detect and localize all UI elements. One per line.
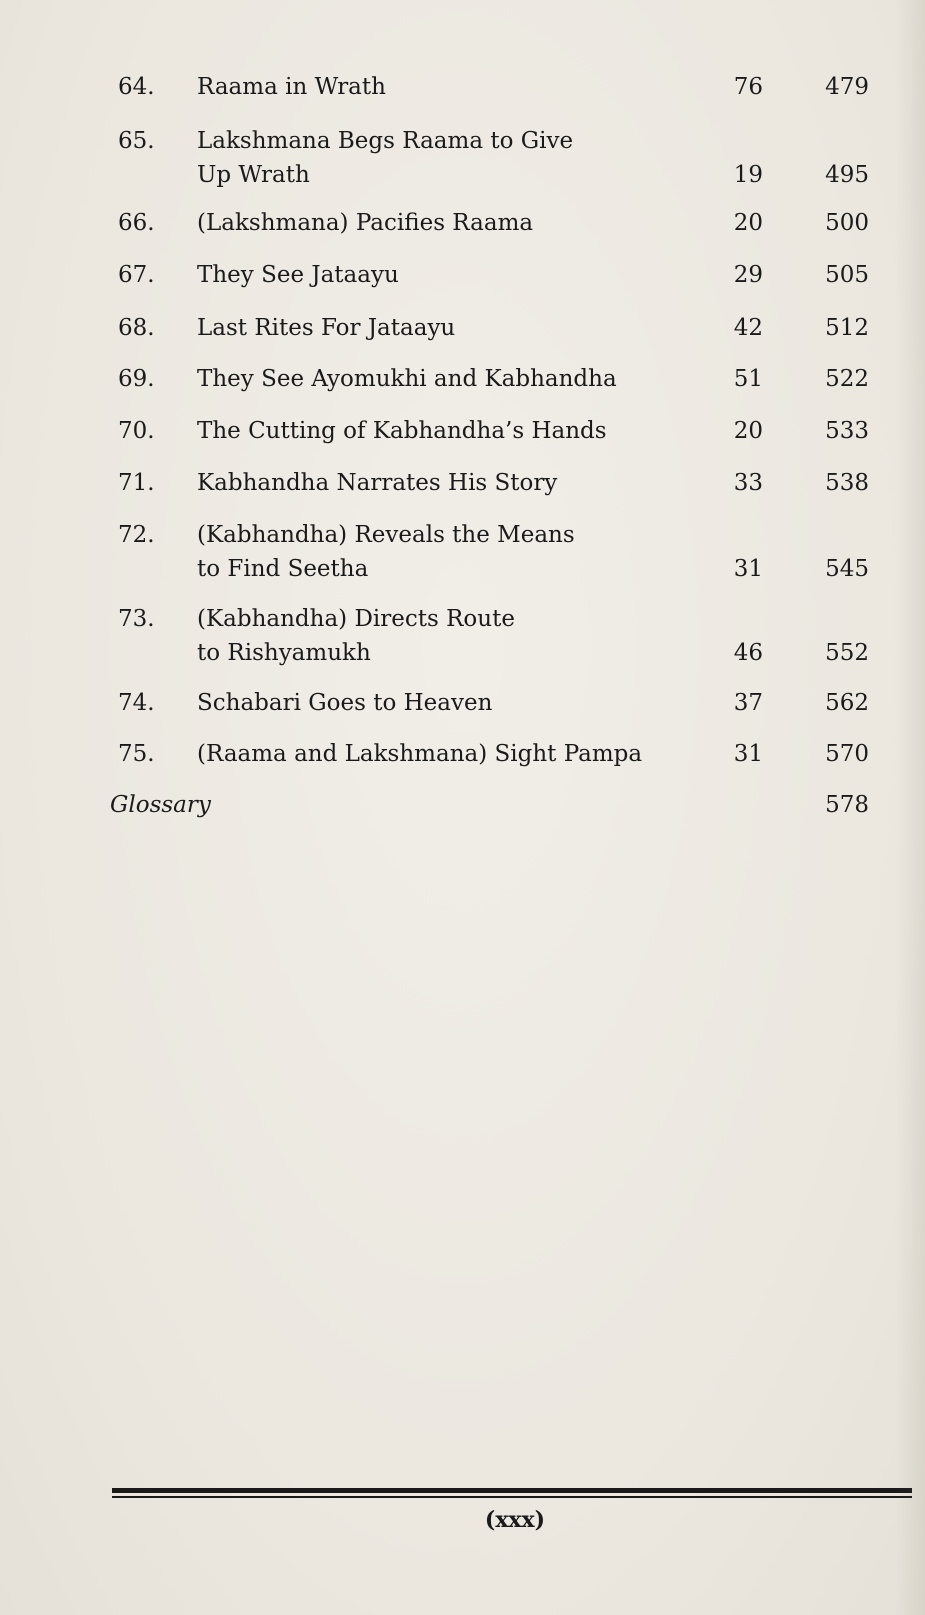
entry-title (197, 737, 677, 771)
entry-title-line: (Kabhandha) Directs Route (197, 606, 515, 632)
entry-number: 68. (118, 315, 155, 341)
entry-number: 65. (118, 128, 155, 154)
entry-number: 74. (118, 690, 155, 716)
entry-title (197, 70, 677, 104)
entry-page-number: 538 (825, 470, 869, 496)
entry-page-number: 552 (825, 640, 869, 666)
entry-verse-count: 19 (733, 162, 763, 188)
footer-rule-thin (112, 1496, 912, 1498)
entry-verse-count: 76 (733, 74, 763, 100)
page-folio: (xxx) (484, 1507, 546, 1533)
entry-title-line: The Cutting of Kabhandha’s Hands (197, 418, 607, 444)
entry-title (197, 686, 677, 720)
entry-page-number: 570 (825, 741, 869, 767)
entry-title-line: to Find Seetha (197, 556, 369, 582)
entry-title (197, 518, 677, 586)
entry-verse-count: 29 (733, 262, 763, 288)
entry-title (197, 602, 677, 670)
entry-page-number: 479 (825, 74, 869, 100)
entry-number: 69. (118, 366, 155, 392)
entry-title-line: They See Ayomukhi and Kabhandha (197, 366, 617, 392)
entry-title-line: (Lakshmana) Pacifies Raama (197, 210, 534, 236)
footer-rule-thick (112, 1488, 912, 1493)
entry-title-line: Last Rites For Jataayu (197, 315, 456, 341)
entry-title (197, 124, 677, 192)
entry-verse-count: 42 (733, 315, 763, 341)
entry-title (197, 414, 677, 448)
entry-number: 71. (118, 470, 155, 496)
glossary-label: Glossary (110, 792, 211, 818)
entry-verse-count: 20 (733, 210, 763, 236)
entry-title (197, 206, 677, 240)
entry-page-number: 512 (825, 315, 869, 341)
entry-number: 72. (118, 522, 155, 548)
entry-page-number: 562 (825, 690, 869, 716)
entry-verse-count: 31 (733, 741, 763, 767)
page-edge-shadow (895, 0, 925, 1615)
entry-title-line: Lakshmana Begs Raama to Give (197, 128, 574, 154)
entry-title (197, 258, 677, 292)
entry-title-line: Up Wrath (197, 162, 310, 188)
entry-title-line: (Raama and Lakshmana) Sight Pampa (197, 741, 643, 767)
entry-page-number: 522 (825, 366, 869, 392)
glossary-page-number: 578 (825, 792, 869, 818)
entry-title-line: Kabhandha Narrates His Story (197, 470, 558, 496)
entry-page-number: 533 (825, 418, 869, 444)
entry-verse-count: 20 (733, 418, 763, 444)
entry-number: 64. (118, 74, 155, 100)
entry-title-line: Schabari Goes to Heaven (197, 690, 493, 716)
entry-verse-count: 46 (733, 640, 763, 666)
entry-title-line: Raama in Wrath (197, 74, 386, 100)
entry-page-number: 495 (825, 162, 869, 188)
entry-page-number: 505 (825, 262, 869, 288)
entry-verse-count: 37 (733, 690, 763, 716)
entry-title-line: to Rishyamukh (197, 640, 371, 666)
entry-verse-count: 31 (733, 556, 763, 582)
entry-title (197, 466, 677, 500)
entry-number: 66. (118, 210, 155, 236)
entry-title (197, 311, 677, 345)
entry-number: 75. (118, 741, 155, 767)
entry-number: 73. (118, 606, 155, 632)
entry-title (197, 362, 677, 396)
entry-number: 67. (118, 262, 155, 288)
entry-page-number: 545 (825, 556, 869, 582)
entry-page-number: 500 (825, 210, 869, 236)
entry-title-line: (Kabhandha) Reveals the Means (197, 522, 575, 548)
entry-verse-count: 33 (733, 470, 763, 496)
entry-number: 70. (118, 418, 155, 444)
entry-title-line: They See Jataayu (197, 262, 399, 288)
entry-verse-count: 51 (733, 366, 763, 392)
